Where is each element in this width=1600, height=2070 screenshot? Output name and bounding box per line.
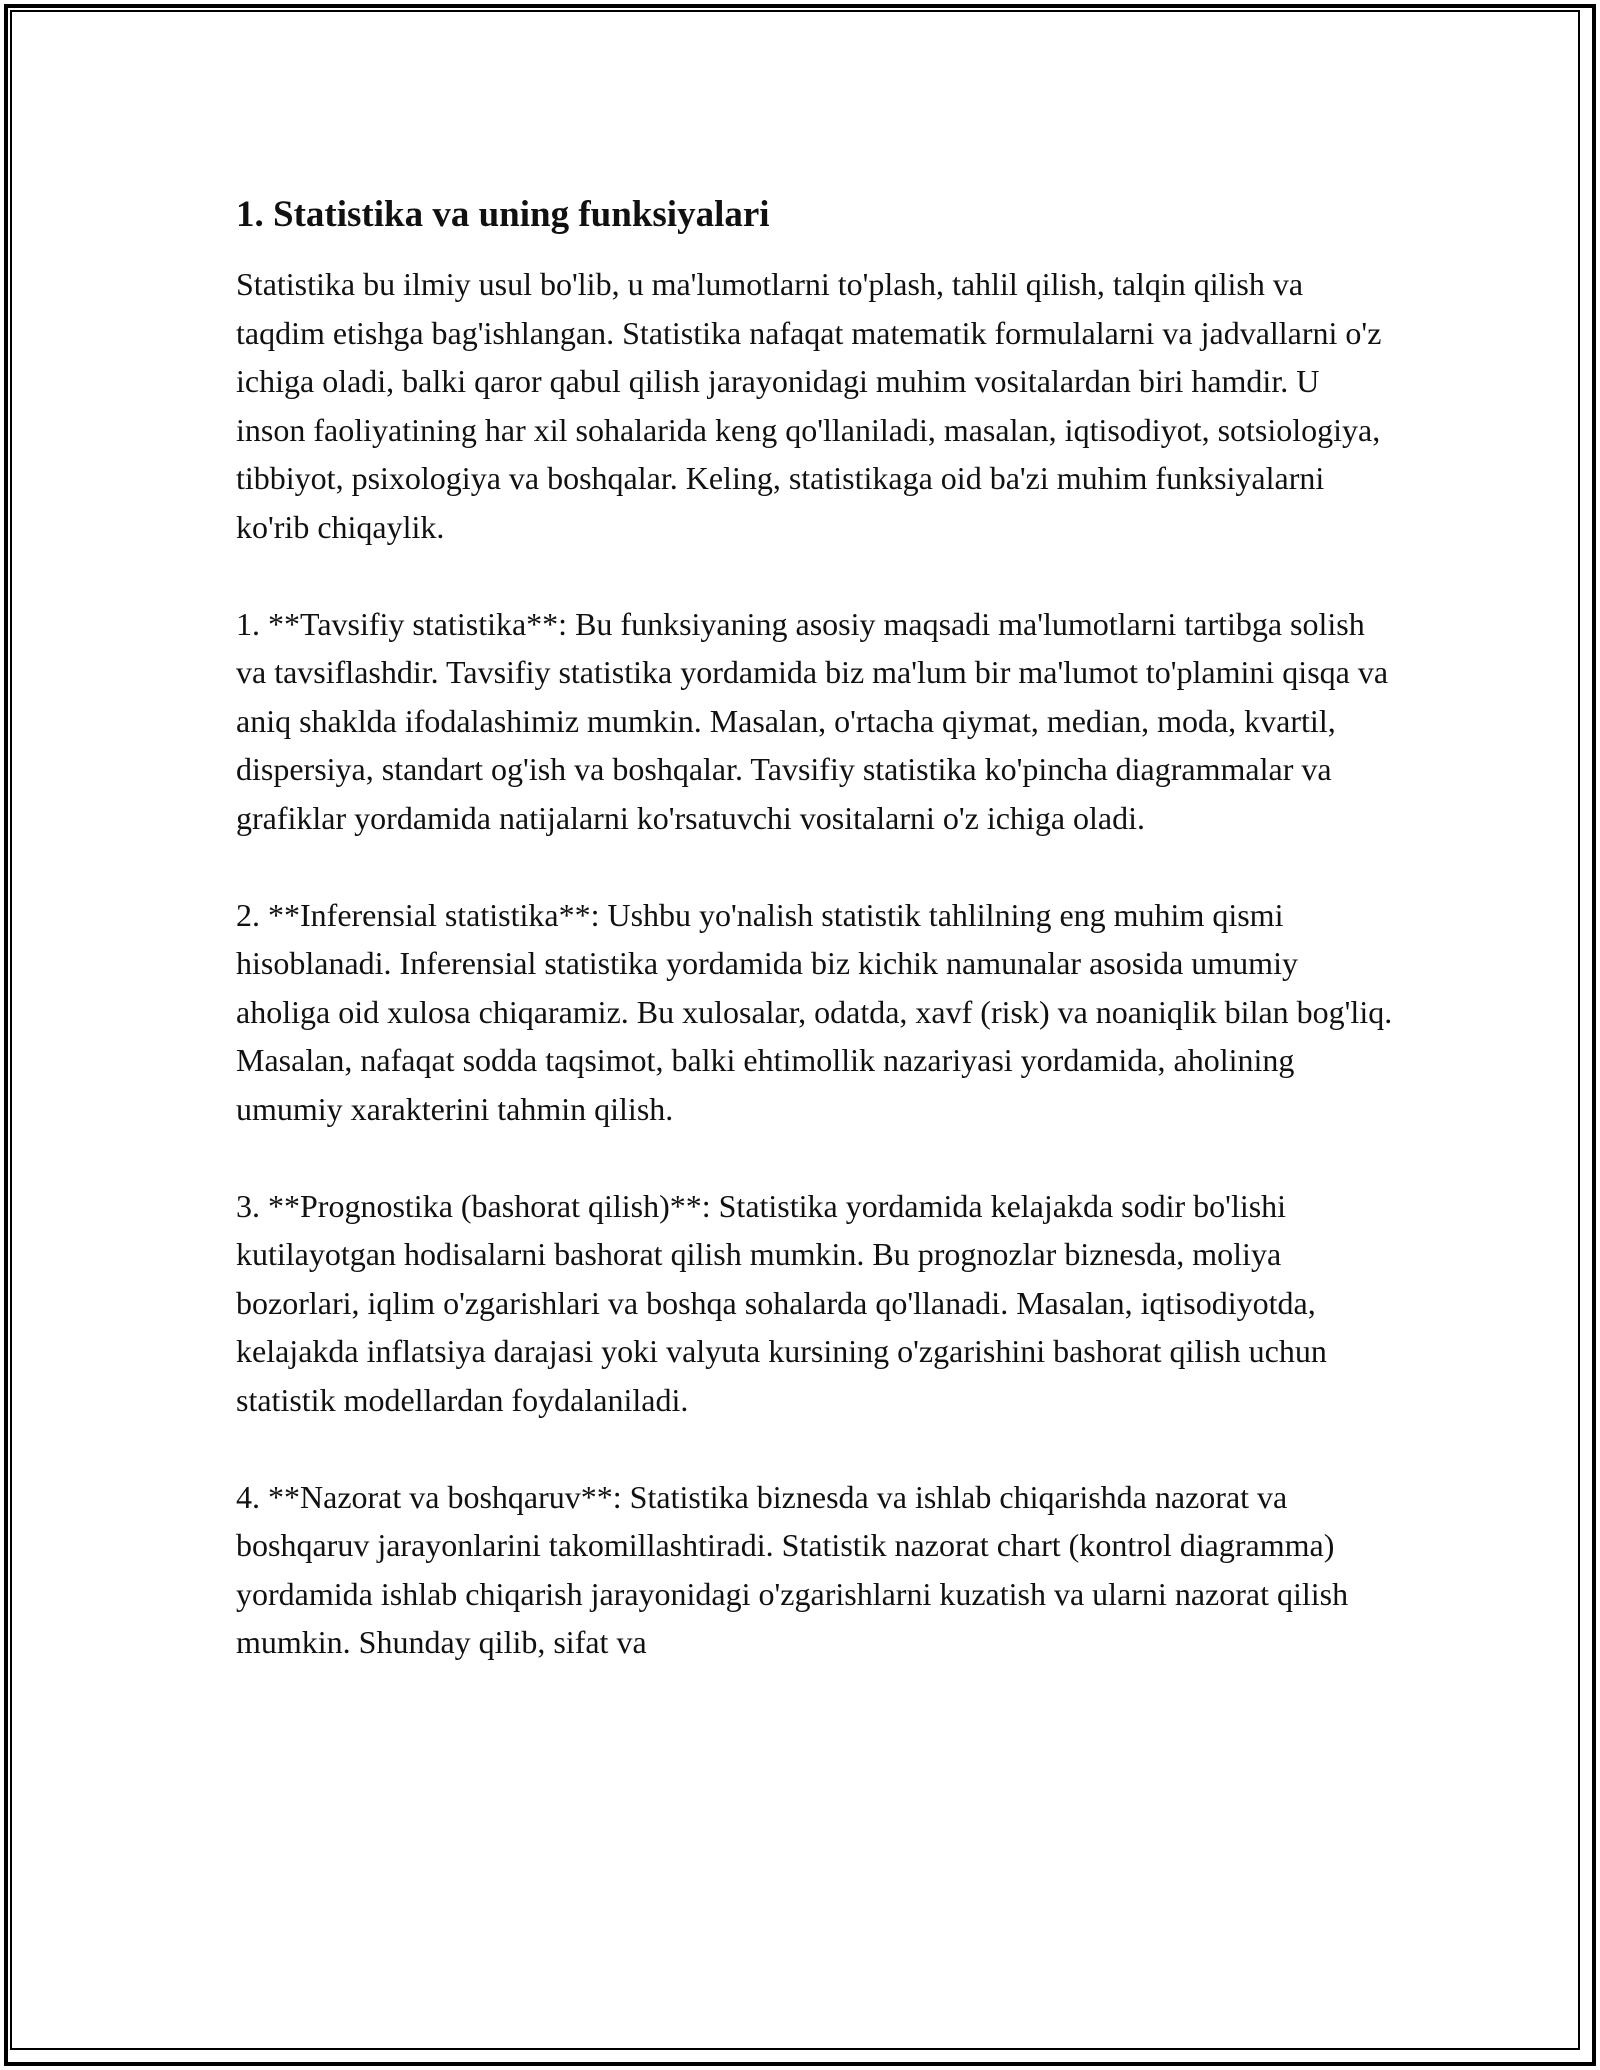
paragraph-control-management: 4. **Nazorat va boshqaruv**: Statistika biznesda va ishlab chiqarishda nazorat va boshqaruv jarayonlarini takomillashtiradi. Statistik nazorat chart (kontrol diagramma) yordamida ishlab chiqarish jarayonidagi o'zgarishlarni kuzatish va ularni nazorat qilish mumkin. Shunday qilib, sifat va bbox=[236, 1478, 1349, 1660]
paragraph-forecasting: 3. **Prognostika (bashorat qilish)**: Statistika yordamida kelajakda sodir bo'lishi kutilayotgan hodisalarni bashorat qilish mumkin. Bu prognozlar biznesda, moliya bozorlari, iqlim o'zgarishlari va boshqa sohalarda qo'llanadi. Masalan, iqtisodiyotda, kelajakda inflatsiya darajasi yoki valyuta kursining o'zgarishini bashorat qilish uchun statistik modellardan foydalaniladi. bbox=[236, 1187, 1327, 1418]
document-title: 1. Statistika va uning funksiyalari bbox=[236, 194, 770, 235]
paragraph-descriptive-statistics: 1. **Tavsifiy statistika**: Bu funksiyaning asosiy maqsadi ma'lumotlarni tartibga solish va tavsiflashdir. Tavsifiy statistika yordamida biz ma'lum bir ma'lumot to'plamini qisqa va aniq shakldа ifodalashimiz mumkin. Masalan, o'rtacha qiymat, median, moda, kvartil, dispersiya, standart og'ish va boshqalar. Tavsifiy statistika ko'pincha diagrammalar va grafiklar yordamida natijalarni ko'rsatuvchi vositalarni o'z ichiga oladi. bbox=[236, 605, 1389, 836]
intro-paragraph: Statistika bu ilmiy usul bo'lib, u ma'lumotlarni to'plash, tahlil qilish, talqin qilish va taqdim etishga bag'ishlangan. Statistika nafaqat matematik formulalarni va jadvallarni o'z ichiga oladi, balki qaror qabul qilish jarayonidagi muhim vositalardan biri hamdir. U inson faoliyatining har xil sohalarida keng qo'llaniladi, masalan, iqtisodiyot, sotsiologiya, tibbiyot, psixologiya va boshqalar. Keling, statistikaga oid ba'zi muhim funksiyalarni ko'rib chiqaylik. bbox=[236, 266, 1382, 545]
document-body bbox=[236, 190, 1396, 1667]
paragraph-inferential-statistics: 2. **Inferensial statistika**: Ushbu yo'nalish statistik tahlilning eng muhim qismi hisoblanadi. Inferensial statistika yordamida biz kichik namunalar asosida umumiy aholiga oid xulosa chiqaramiz. Bu xulosalar, odatda, xavf (risk) va noaniqlik bilan bog'liq. Masalan, nafaqat sodda taqsimot, balki ehtimollik nazariyasi yordamida, aholining umumiy xarakterini tahmin qilish. bbox=[236, 896, 1393, 1127]
